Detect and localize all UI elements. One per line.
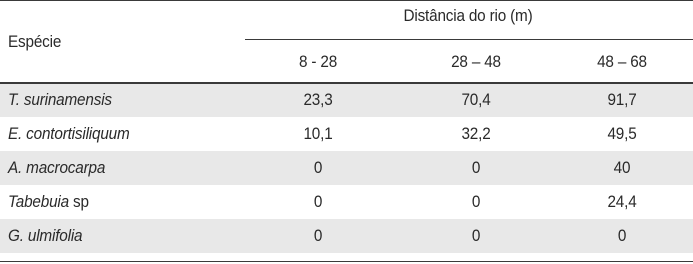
species-cell xyxy=(8,226,82,246)
group-rule xyxy=(245,39,693,40)
value-cell: 0 xyxy=(313,192,323,211)
value-cell: 40 xyxy=(613,158,631,177)
header-species: Espécie xyxy=(8,32,62,51)
row-stripe xyxy=(0,219,693,253)
header-distance-group: Distância do rio (m) xyxy=(403,6,533,25)
species-name: A. macrocarpa xyxy=(8,158,106,177)
species-name: T. surinamensis xyxy=(8,90,112,109)
value-cell: 0 xyxy=(313,226,323,245)
value-cell: 0 xyxy=(617,226,627,245)
species-name: Tabebuia xyxy=(8,192,69,211)
species-cell xyxy=(8,124,130,144)
value-cell: 24,4 xyxy=(607,192,637,211)
value-cell: 10,1 xyxy=(303,124,333,143)
value-cell: 0 xyxy=(471,158,481,177)
column-header: 28 – 48 xyxy=(451,52,501,71)
value-cell: 0 xyxy=(313,158,323,177)
bottom-rule xyxy=(0,261,693,262)
value-cell: 70,4 xyxy=(461,90,491,109)
value-cell: 32,2 xyxy=(461,124,491,143)
species-name: E. contortisiliquum xyxy=(8,124,130,143)
value-cell: 91,7 xyxy=(607,90,637,109)
value-cell: 23,3 xyxy=(303,90,333,109)
species-cell xyxy=(8,90,112,110)
value-cell: 49,5 xyxy=(607,124,637,143)
species-suffix: sp xyxy=(68,192,89,211)
header-bottom-rule xyxy=(0,82,693,84)
column-header: 8 - 28 xyxy=(298,52,338,71)
value-cell: 0 xyxy=(471,226,481,245)
top-rule xyxy=(0,0,693,1)
column-header: 48 – 68 xyxy=(597,52,647,71)
species-name: G. ulmifolia xyxy=(8,226,83,245)
species-cell xyxy=(8,158,105,178)
value-cell: 0 xyxy=(471,192,481,211)
species-cell xyxy=(8,192,89,212)
